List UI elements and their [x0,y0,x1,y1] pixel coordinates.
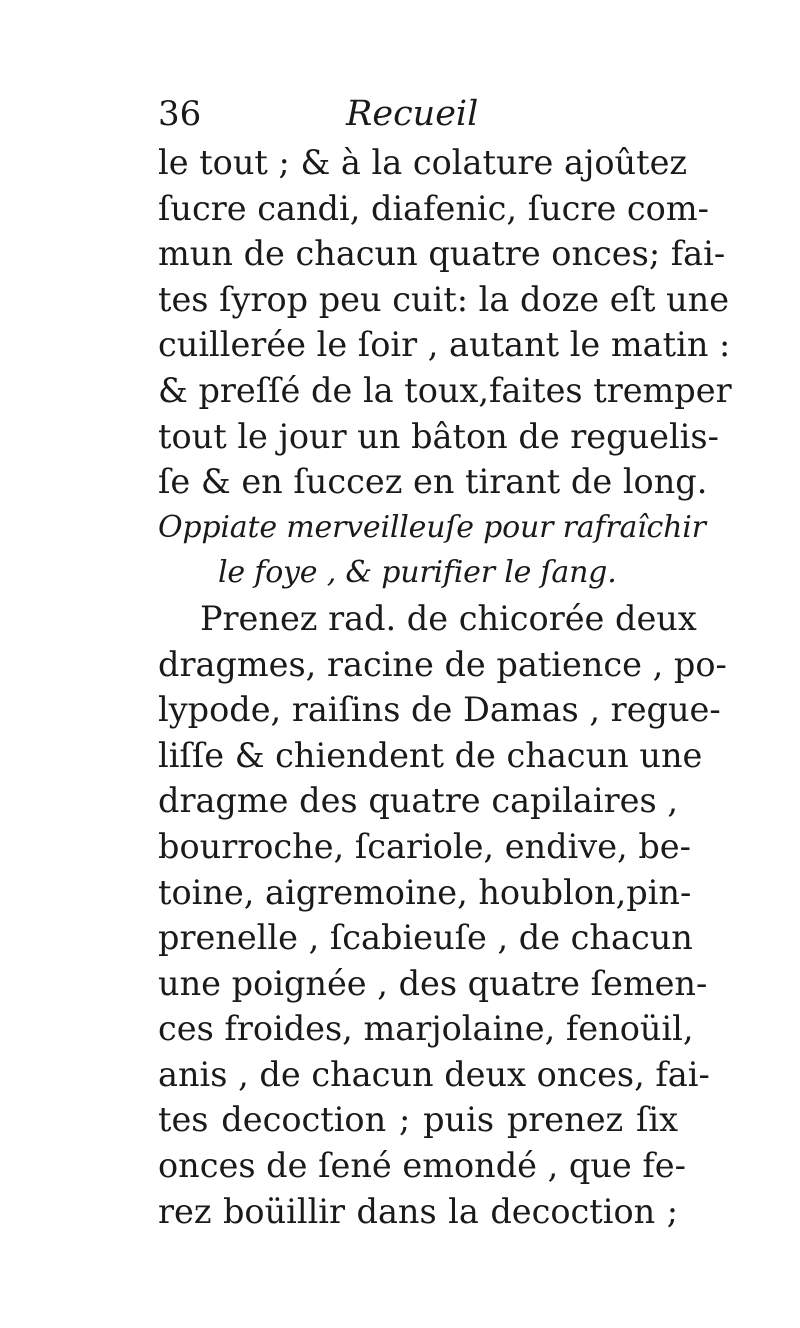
text-line: ſe & en ſuccez en tirant de long. [158,462,708,502]
text-line: toine, aigremoine, houblon,pin- [158,872,692,912]
text-line: anis , de chacun deux onces, fai- [158,1054,710,1094]
recipe-heading-continued: le foye , & purifier le ſang. [218,555,617,591]
running-head: Recueil [346,94,479,134]
text-line: cuillerée le ſoir , autant le matin : [158,325,731,365]
text-line: ſucre candi, diafenic, ſucre com- [158,188,709,228]
text-line: prenelle , ſcabieuſe , de chacun [158,918,693,958]
page-number: 36 [158,94,202,134]
text-line: tout le jour un bâton de reguelis- [158,416,719,456]
page-header [158,92,678,142]
recipe-heading: Oppiate merveilleuſe pour rafraîchir [158,509,706,545]
text-line: bourroche, ſcariole, endive, be- [158,826,691,866]
text-line: onces de ſené emondé , que fe- [158,1146,686,1186]
text-line: & preſſé de la toux,faites tremper [158,370,732,410]
text-line: lypode, raiſins de Damas , regue- [158,690,721,730]
text-line: Prenez rad. de chicorée deux [200,598,697,638]
text-line: rez boüillir dans la decoction ; [158,1191,678,1231]
text-line: mun de chacun quatre onces; fai- [158,234,726,274]
text-line: dragme des quatre capilaires , [158,781,678,821]
text-line: dragmes, racine de patience , po- [158,644,727,684]
text-line: ces froides, marjolaine, fenoüil, [158,1009,694,1049]
text-line: tes ſyrop peu cuit: la doze eſt une [158,279,730,319]
text-line: liſſe & chiendent de chacun une [158,735,703,775]
body-text [158,140,732,1234]
text-line: une poignée , des quatre ſemen- [158,963,708,1003]
text-line: le tout ; & à la colature ajoûtez [158,143,688,182]
text-line: tes decoction ; puis prenez ſix [158,1100,678,1140]
